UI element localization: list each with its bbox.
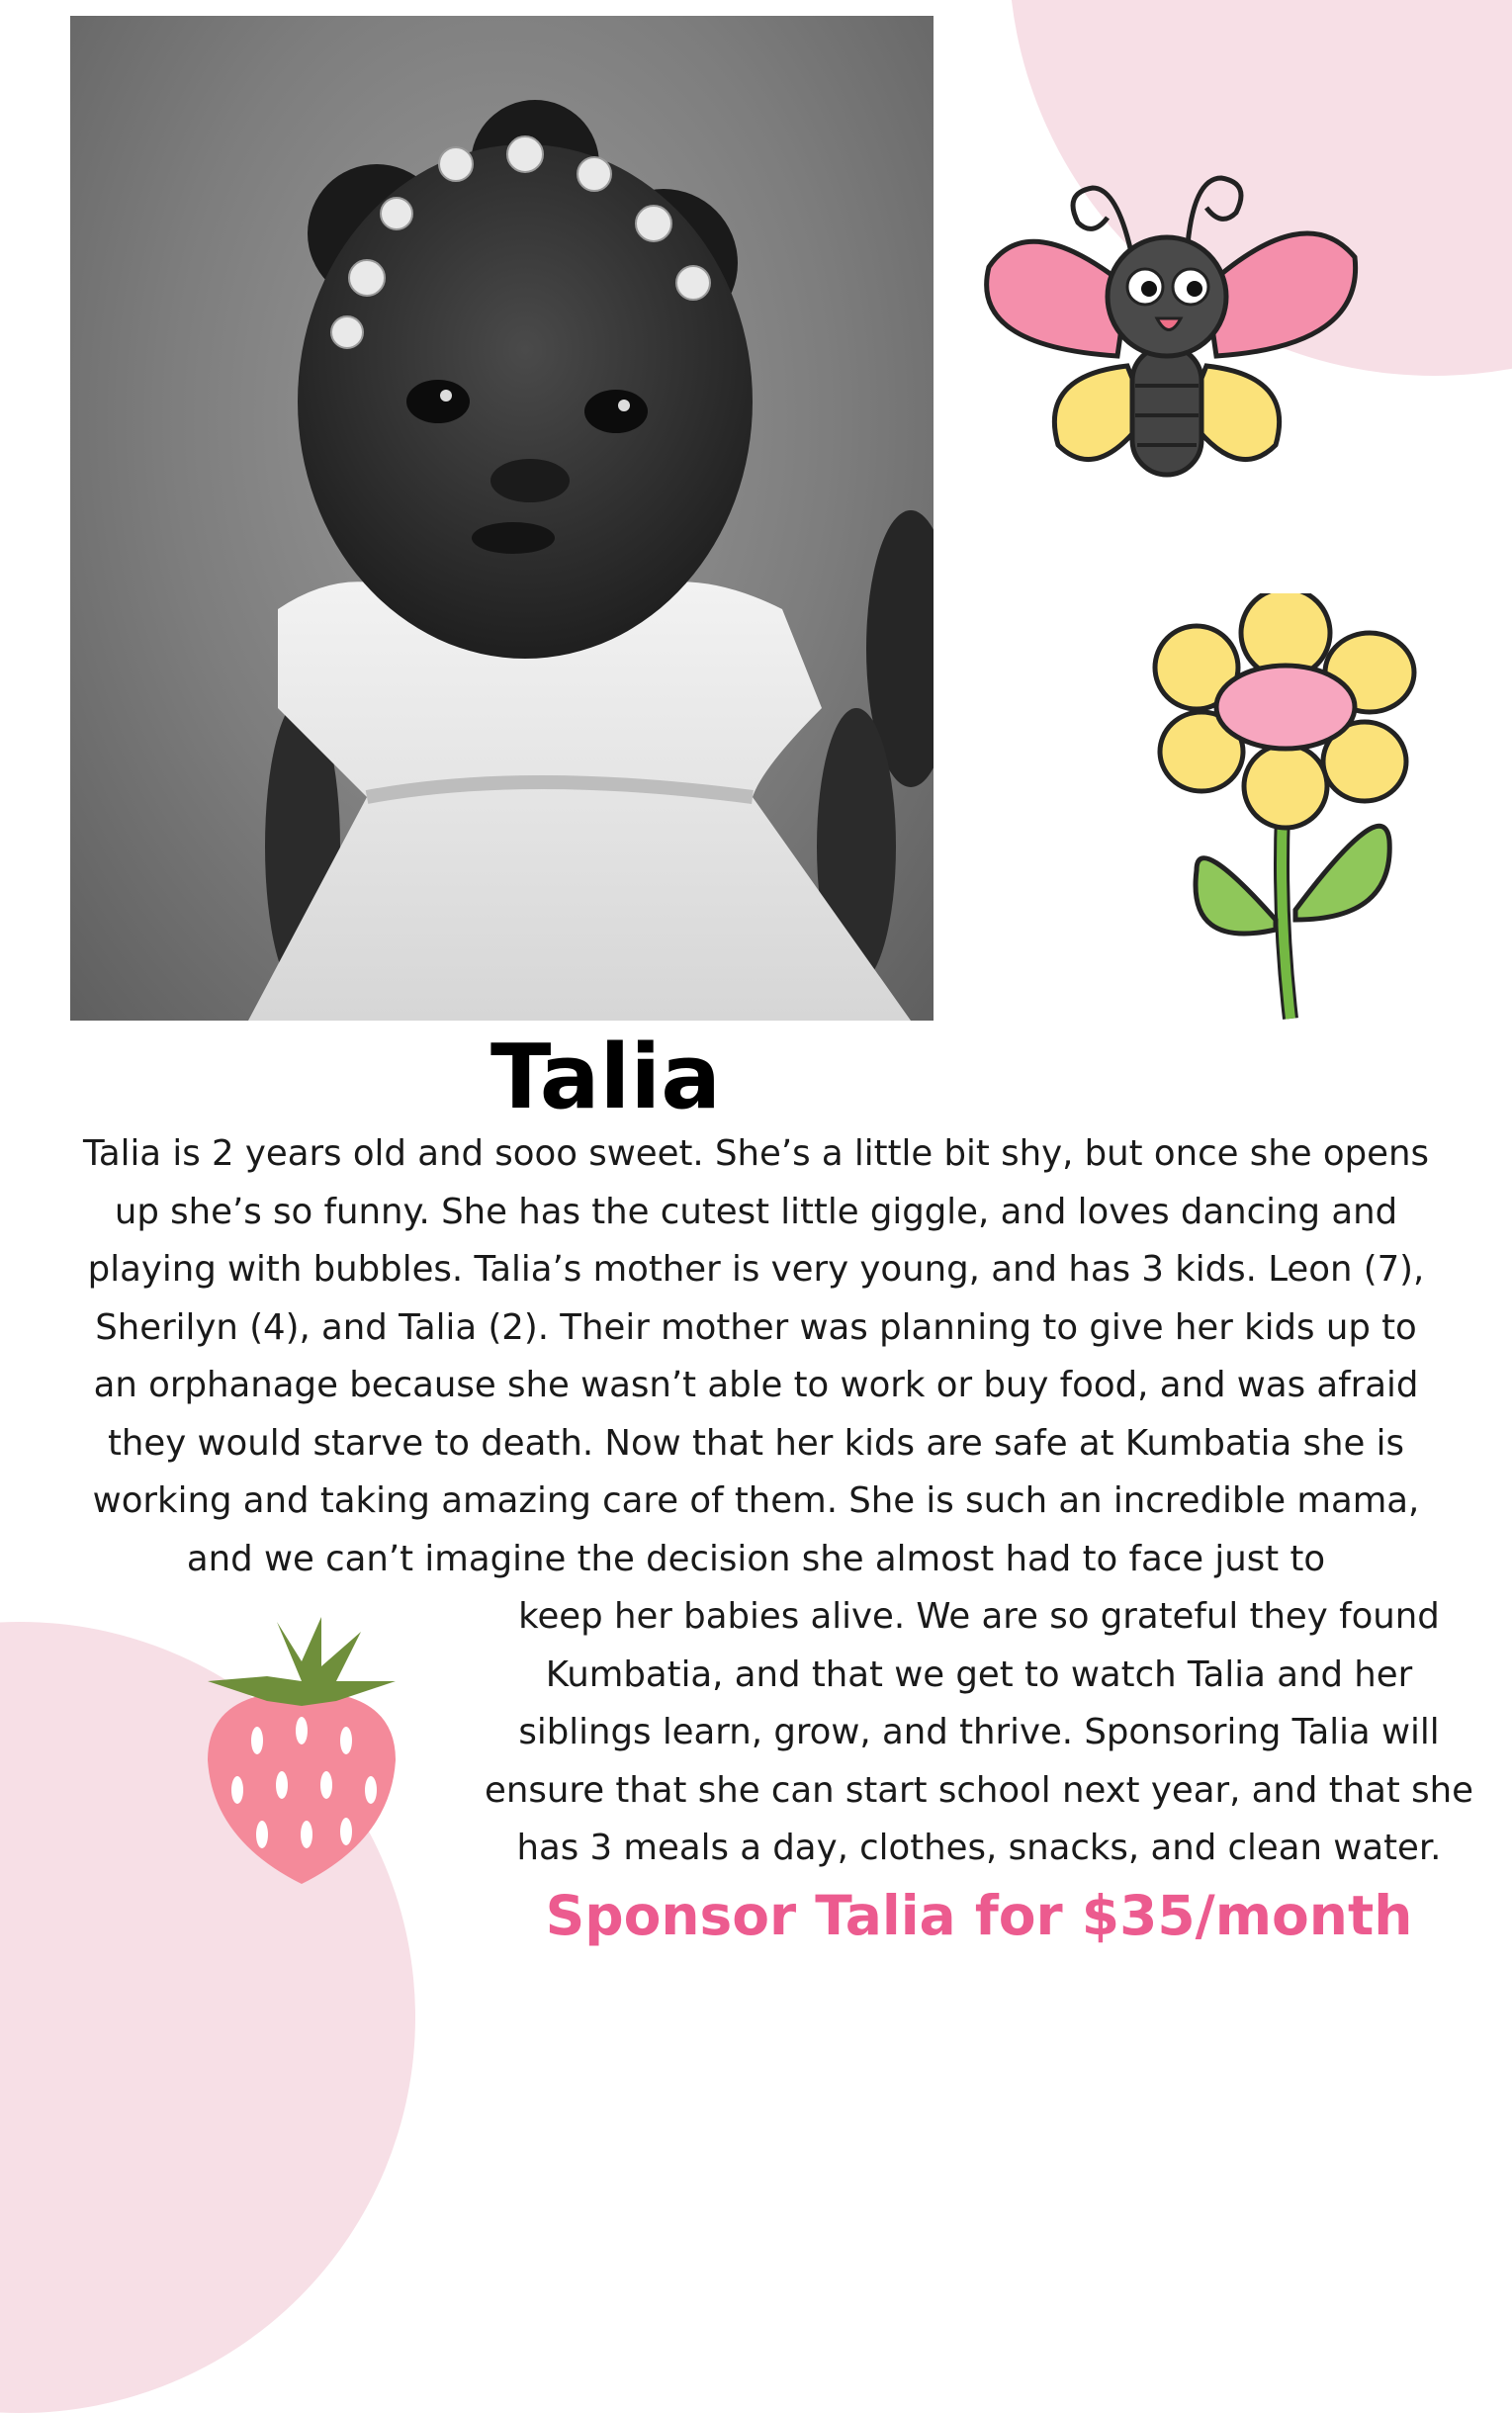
- story-line: and we can’t imagine the decision she almost had to face just to: [186, 1538, 1326, 1579]
- story-line: has 3 meals a day, clothes, snacks, and clean water.: [516, 1828, 1442, 1868]
- story-line: they would starve to death. Now that her kids are safe at Kumbatia she is: [107, 1422, 1405, 1464]
- story-line: up she’s so funny. She has the cutest little giggle, and loves dancing and: [114, 1191, 1398, 1232]
- butterfly-icon: [969, 148, 1365, 494]
- flower-icon: [1127, 593, 1444, 1028]
- story-line: keep her babies alive. We are so grateful they found: [518, 1596, 1440, 1637]
- story-line: Talia is 2 years old and sooo sweet. She’s a little bit shy, but once she opens: [83, 1133, 1429, 1174]
- child-name-heading: Talia: [490, 1026, 721, 1129]
- child-photo: [70, 16, 934, 1021]
- story-line: siblings learn, grow, and thrive. Sponsoring Talia will: [518, 1712, 1440, 1752]
- story-line: working and taking amazing care of them. She is such an incredible mama,: [92, 1480, 1420, 1521]
- sponsor-call-to-action[interactable]: Sponsor Talia for $35/month: [545, 1884, 1413, 1947]
- strawberry-icon: [198, 1612, 405, 1889]
- story-line: Sherilyn (4), and Talia (2). Their mother was planning to give her kids up to: [95, 1306, 1417, 1348]
- story-line: an orphanage because she wasn’t able to work or buy food, and was afraid: [93, 1365, 1419, 1405]
- story-line: Kumbatia, and that we get to watch Talia and her: [545, 1653, 1413, 1695]
- story-line: playing with bubbles. Talia’s mother is very young, and has 3 kids. Leon (7),: [87, 1249, 1425, 1290]
- story-line: ensure that she can start school next year, and that she: [485, 1769, 1473, 1811]
